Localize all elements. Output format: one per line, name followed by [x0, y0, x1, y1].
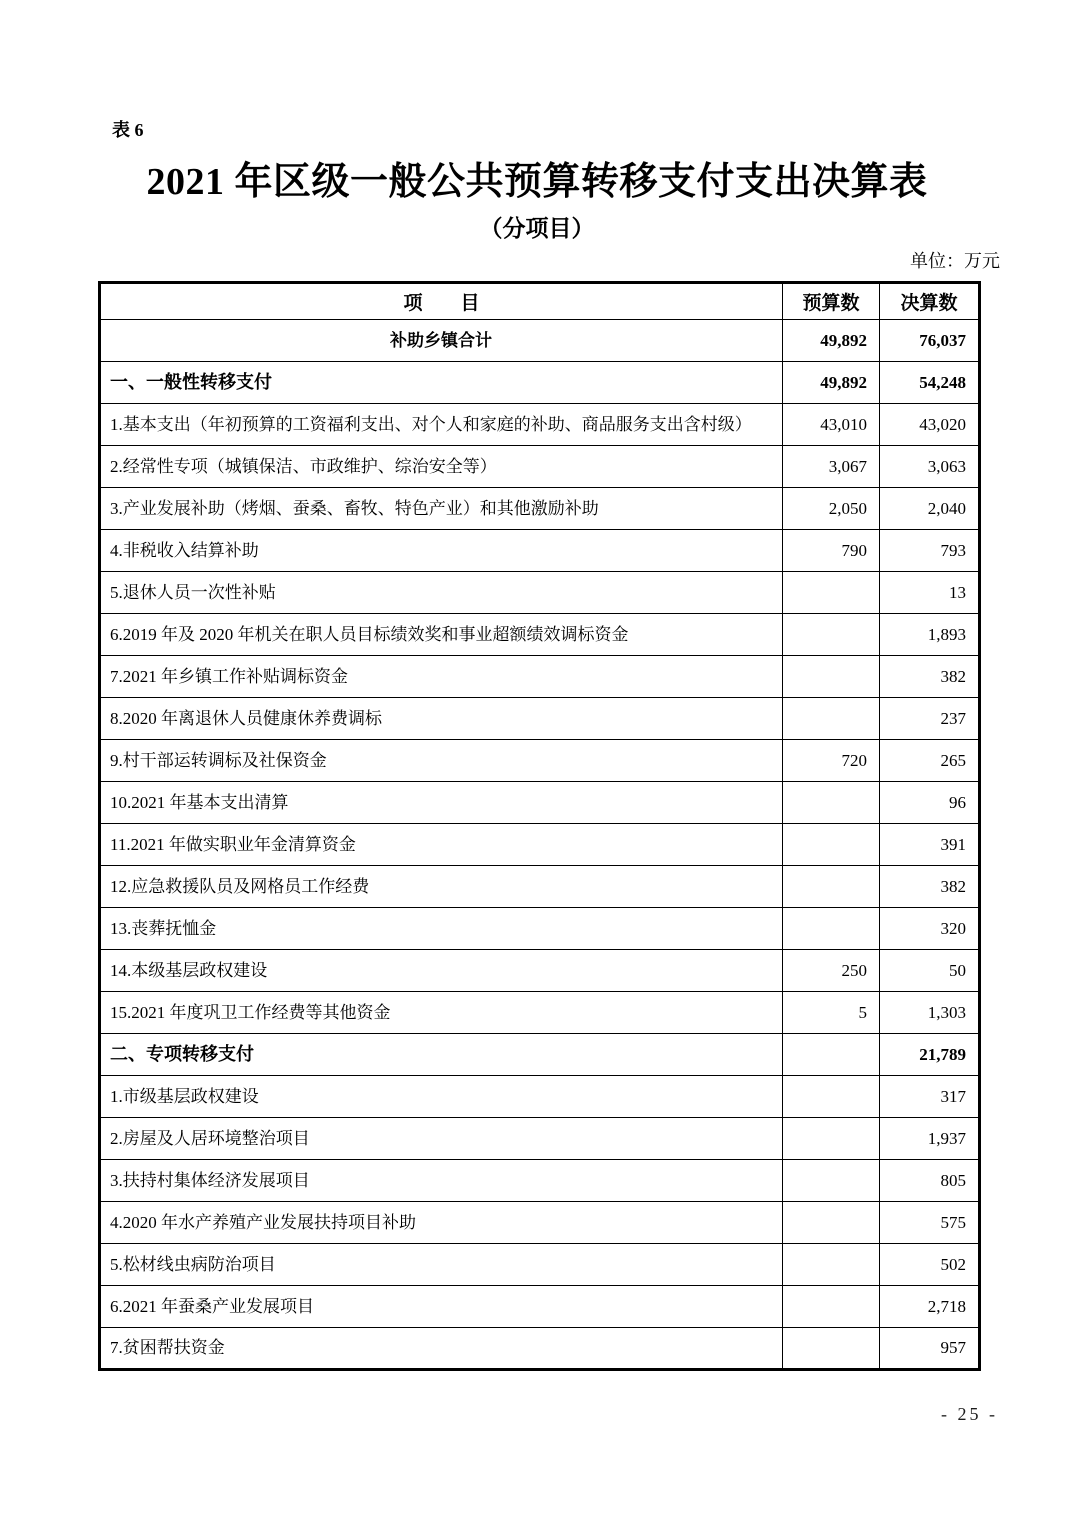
- budget-cell: [783, 1118, 880, 1160]
- budget-cell: [783, 908, 880, 950]
- budget-cell: 250: [783, 950, 880, 992]
- item-cell: 一、一般性转移支付: [100, 362, 783, 404]
- budget-cell: [783, 824, 880, 866]
- item-cell: 3.扶持村集体经济发展项目: [100, 1160, 783, 1202]
- col-header-final: 决算数: [880, 283, 980, 320]
- final-cell: 502: [880, 1244, 980, 1286]
- budget-cell: 790: [783, 530, 880, 572]
- budget-cell: 720: [783, 740, 880, 782]
- table-row: [100, 866, 980, 908]
- table-row: [100, 1118, 980, 1160]
- final-cell: 391: [880, 824, 980, 866]
- table-row: [100, 362, 980, 404]
- item-cell: 4.非税收入结算补助: [100, 530, 783, 572]
- table-row: [100, 446, 980, 488]
- table-row: [100, 950, 980, 992]
- item-cell: 10.2021 年基本支出清算: [100, 782, 783, 824]
- item-cell: 2.经常性专项（城镇保洁、市政维护、综治安全等）: [100, 446, 783, 488]
- table-row: [100, 1160, 980, 1202]
- table-row: [100, 656, 980, 698]
- final-cell: 1,937: [880, 1118, 980, 1160]
- table-row: [100, 992, 980, 1034]
- final-cell: 237: [880, 698, 980, 740]
- table-row: [100, 404, 980, 446]
- table-header-row: [100, 283, 980, 320]
- budget-table: [98, 281, 981, 1371]
- table-row: [100, 1244, 980, 1286]
- final-cell: 13: [880, 572, 980, 614]
- item-cell: 1.市级基层政权建设: [100, 1076, 783, 1118]
- budget-cell: [783, 614, 880, 656]
- item-cell: 6.2019 年及 2020 年机关在职人员目标绩效奖和事业超额绩效调标资金: [100, 614, 783, 656]
- final-cell: 76,037: [880, 320, 980, 362]
- page-title: 2021 年区级一般公共预算转移支付支出决算表: [146, 161, 928, 203]
- final-cell: 575: [880, 1202, 980, 1244]
- budget-cell: [783, 698, 880, 740]
- table-row: [100, 824, 980, 866]
- final-cell: 21,789: [880, 1034, 980, 1076]
- budget-cell: 2,050: [783, 488, 880, 530]
- budget-cell: [783, 1160, 880, 1202]
- budget-cell: [783, 1076, 880, 1118]
- item-cell: 14.本级基层政权建设: [100, 950, 783, 992]
- item-cell: 12.应急救援队员及网格员工作经费: [100, 866, 783, 908]
- final-cell: 382: [880, 866, 980, 908]
- table-row: [100, 1328, 980, 1370]
- final-cell: 3,063: [880, 446, 980, 488]
- table-tag: 表 6: [112, 120, 144, 140]
- item-cell: 1.基本支出（年初预算的工资福利支出、对个人和家庭的补助、商品服务支出含村级）: [100, 404, 783, 446]
- page-number: - 25 -: [941, 1404, 998, 1424]
- col-header-item: 项 目: [100, 283, 783, 320]
- table-row: [100, 1202, 980, 1244]
- budget-cell: 3,067: [783, 446, 880, 488]
- item-cell: 9.村干部运转调标及社保资金: [100, 740, 783, 782]
- final-cell: 317: [880, 1076, 980, 1118]
- budget-cell: [783, 1034, 880, 1076]
- table-row: [100, 1076, 980, 1118]
- final-cell: 265: [880, 740, 980, 782]
- item-cell: 15.2021 年度巩卫工作经费等其他资金: [100, 992, 783, 1034]
- budget-cell: [783, 866, 880, 908]
- item-cell: 补助乡镇合计: [100, 320, 783, 362]
- item-cell: 13.丧葬抚恤金: [100, 908, 783, 950]
- table-row: [100, 698, 980, 740]
- final-cell: 54,248: [880, 362, 980, 404]
- item-cell: 11.2021 年做实职业年金清算资金: [100, 824, 783, 866]
- table-row: [100, 1034, 980, 1076]
- table-row: [100, 1286, 980, 1328]
- budget-cell: [783, 782, 880, 824]
- item-cell: 3.产业发展补助（烤烟、蚕桑、畜牧、特色产业）和其他激励补助: [100, 488, 783, 530]
- item-cell: 二、专项转移支付: [100, 1034, 783, 1076]
- table-row: [100, 572, 980, 614]
- final-cell: 805: [880, 1160, 980, 1202]
- item-cell: 7.贫困帮扶资金: [100, 1328, 783, 1370]
- final-cell: 382: [880, 656, 980, 698]
- budget-cell: [783, 1286, 880, 1328]
- budget-cell: [783, 1202, 880, 1244]
- final-cell: 43,020: [880, 404, 980, 446]
- item-cell: 5.松材线虫病防治项目: [100, 1244, 783, 1286]
- unit-note: 单位：万元: [910, 251, 1000, 271]
- budget-cell: [783, 656, 880, 698]
- final-cell: 1,303: [880, 992, 980, 1034]
- final-cell: 957: [880, 1328, 980, 1370]
- item-cell: 7.2021 年乡镇工作补贴调标资金: [100, 656, 783, 698]
- budget-cell: 5: [783, 992, 880, 1034]
- final-cell: 50: [880, 950, 980, 992]
- table-row: [100, 614, 980, 656]
- table-row: [100, 488, 980, 530]
- page-subtitle: （分项目）: [479, 216, 595, 241]
- final-cell: 320: [880, 908, 980, 950]
- table-row: [100, 908, 980, 950]
- budget-cell: 49,892: [783, 320, 880, 362]
- budget-cell: [783, 1328, 880, 1370]
- budget-cell: 43,010: [783, 404, 880, 446]
- table-row: [100, 782, 980, 824]
- table-row: [100, 740, 980, 782]
- item-cell: 4.2020 年水产养殖产业发展扶持项目补助: [100, 1202, 783, 1244]
- final-cell: 96: [880, 782, 980, 824]
- item-cell: 6.2021 年蚕桑产业发展项目: [100, 1286, 783, 1328]
- item-cell: 5.退休人员一次性补贴: [100, 572, 783, 614]
- budget-cell: [783, 1244, 880, 1286]
- table-row: [100, 320, 980, 362]
- col-header-budget: 预算数: [783, 283, 880, 320]
- item-cell: 2.房屋及人居环境整治项目: [100, 1118, 783, 1160]
- table-row: [100, 530, 980, 572]
- final-cell: 2,718: [880, 1286, 980, 1328]
- final-cell: 1,893: [880, 614, 980, 656]
- budget-cell: 49,892: [783, 362, 880, 404]
- item-cell: 8.2020 年离退休人员健康休养费调标: [100, 698, 783, 740]
- final-cell: 2,040: [880, 488, 980, 530]
- final-cell: 793: [880, 530, 980, 572]
- budget-cell: [783, 572, 880, 614]
